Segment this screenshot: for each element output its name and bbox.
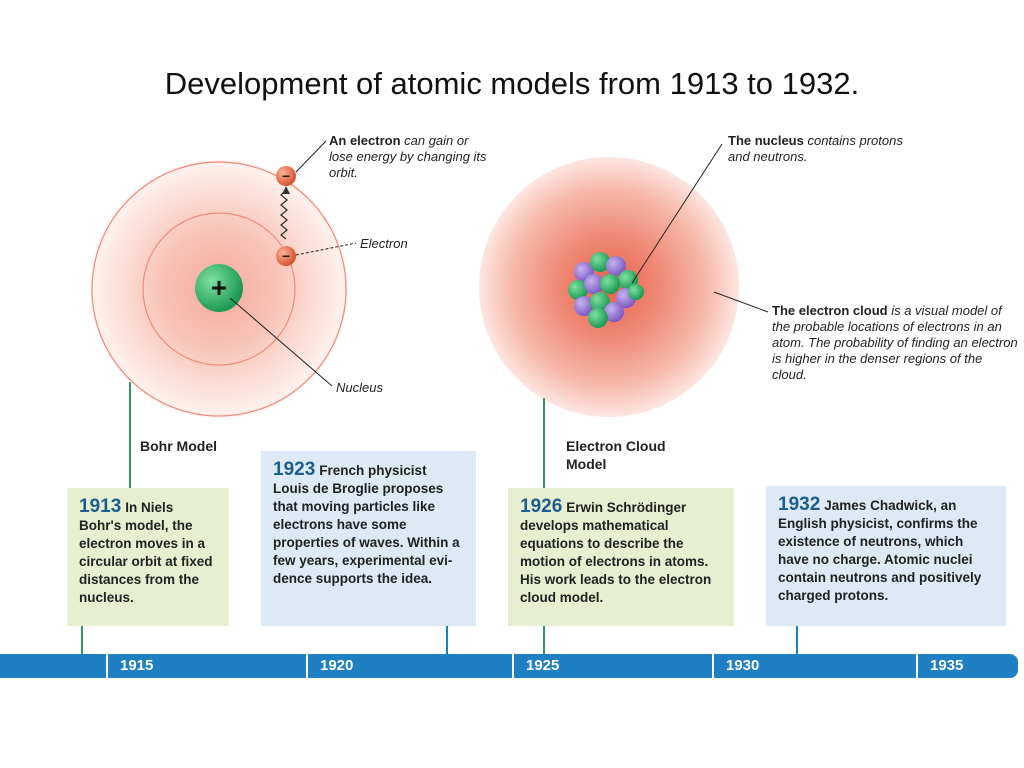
timeline-bar bbox=[0, 654, 1024, 678]
event-text: French physicist Louis de Broglie proposes that moving particles like electrons have some properties of waves. Within a few years, experimental evi-dence supports the idea. bbox=[273, 463, 460, 586]
event-text: Erwin Schrödinger develops mathematical equations to describe the motion of electrons in atoms. His work leads to the electron cloud model. bbox=[520, 500, 712, 605]
annotation-nucleus: Nucleus bbox=[336, 380, 383, 395]
electron-cloud-model bbox=[479, 144, 768, 417]
label-bohr-model: Bohr Model bbox=[140, 438, 217, 454]
bohr-model bbox=[90, 141, 356, 418]
timeline-segment-1920: 1920 bbox=[308, 654, 512, 678]
event-box-1913 bbox=[67, 488, 229, 626]
event-year: 1926 bbox=[520, 496, 563, 517]
annotation-electron-gain: An electron can gain or lose energy by changing its orbit. bbox=[329, 133, 487, 180]
minus-sign: − bbox=[281, 168, 291, 184]
annotation-cloud-nucleus: The nucleus contains protons and neutrons. bbox=[728, 133, 903, 164]
plus-sign: + bbox=[210, 272, 228, 303]
page-title: Development of atomic models from 1913 to 1932. bbox=[164, 66, 860, 101]
event-box-1932 bbox=[766, 486, 1006, 626]
leader-electron-gain bbox=[296, 141, 326, 172]
event-box-1926 bbox=[508, 488, 734, 626]
event-text: James Chadwick, an English physicist, confirms the existence of neutrons, which have no charge. Atomic nuclei contain neutrons and positively charged protons. bbox=[778, 498, 982, 603]
event-year: 1913 bbox=[79, 496, 122, 517]
timeline-segment-1915: 1915 bbox=[108, 654, 306, 678]
timeline-segment-1935: 1935 bbox=[918, 654, 1018, 678]
timeline-segment-start bbox=[0, 654, 106, 678]
annotation-electron-cloud: The electron cloud is a visual model of the probable locations of electrons in an atom. The probability of finding an electron is higher in the denser regions of the cloud. bbox=[772, 303, 1018, 382]
event-box-1923 bbox=[261, 451, 476, 626]
event-year: 1923 bbox=[273, 459, 316, 480]
annotation-electron: Electron bbox=[360, 236, 408, 251]
event-year: 1932 bbox=[778, 494, 821, 515]
timeline-segment-1925: 1925 bbox=[514, 654, 712, 678]
minus-sign: − bbox=[281, 248, 291, 264]
event-text: In Niels Bohr's model, the electron moves in a circular orbit at fixed distances from the nucleus. bbox=[79, 500, 213, 605]
timeline-segment-1930: 1930 bbox=[714, 654, 916, 678]
label-electron-cloud-model: Electron Cloud Model bbox=[566, 438, 666, 472]
